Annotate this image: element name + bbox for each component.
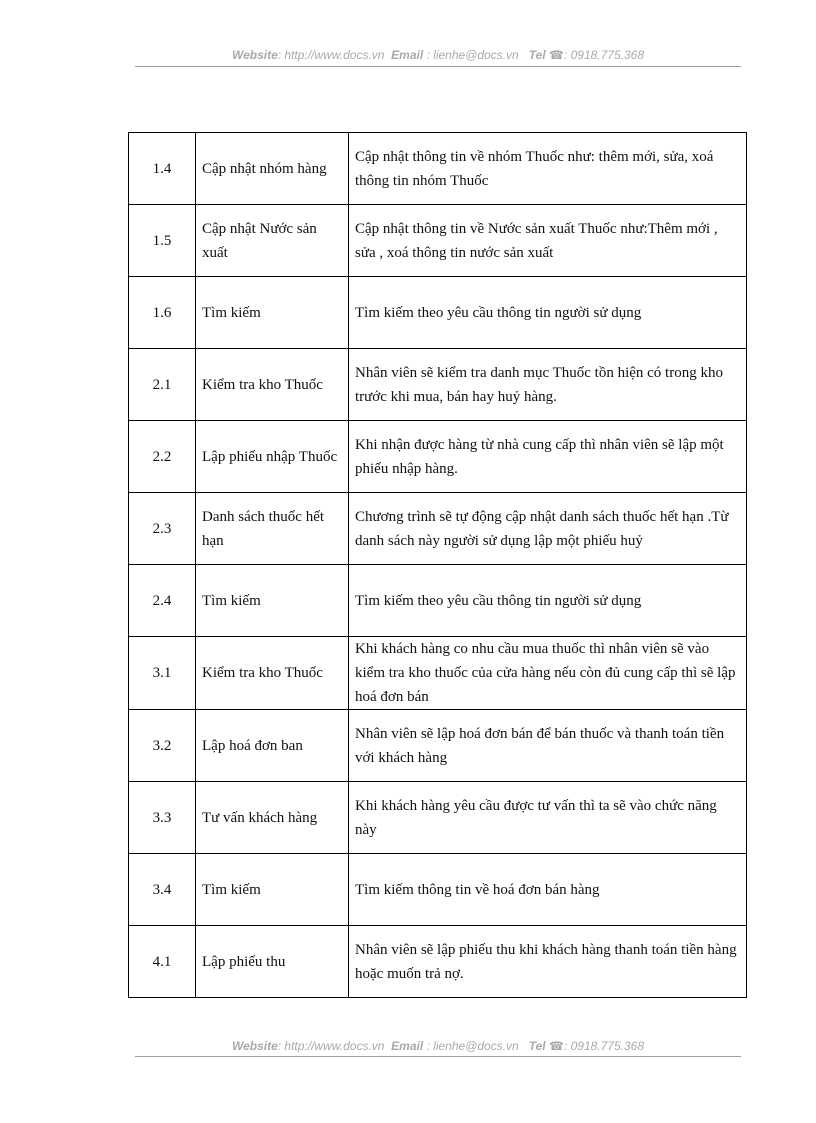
function-id: 2.3 bbox=[129, 493, 196, 565]
function-description: Khi khách hàng co nhu cầu mua thuốc thì nhân viên sẽ vào kiểm tra kho thuốc của cửa hàng nếu còn đủ cung cấp thì sẽ lập hoá đơn bán bbox=[349, 637, 747, 710]
email-label: Email bbox=[391, 1039, 424, 1053]
tel-label: Tel bbox=[528, 48, 546, 62]
phone-icon: ☎ bbox=[549, 48, 564, 62]
function-description: Khi khách hàng yêu cầu được tư vấn thì ta sẽ vào chức năng này bbox=[349, 782, 747, 854]
function-description: Cập nhật thông tin về Nước sản xuất Thuốc như:Thêm mới , sửa , xoá thông tin nước sản xuất bbox=[349, 205, 747, 277]
website-label: Website bbox=[231, 48, 278, 62]
function-id: 3.4 bbox=[129, 854, 196, 926]
function-id: 2.1 bbox=[129, 349, 196, 421]
function-name: Kiểm tra kho Thuốc bbox=[196, 349, 349, 421]
table-row bbox=[129, 205, 747, 277]
function-description: Nhân viên sẽ kiểm tra danh mục Thuốc tồn hiện có trong kho trước khi mua, bán hay huỷ hàng. bbox=[349, 349, 747, 421]
function-table-body bbox=[129, 133, 747, 998]
email-value: : lienhe@docs.vn bbox=[423, 1039, 519, 1053]
table-row bbox=[129, 926, 747, 998]
function-id: 3.1 bbox=[129, 637, 196, 710]
function-name: Lập phiếu thu bbox=[196, 926, 349, 998]
function-name: Lập hoá đơn ban bbox=[196, 710, 349, 782]
table-row bbox=[129, 710, 747, 782]
tel-label: Tel bbox=[528, 1039, 546, 1053]
function-id: 4.1 bbox=[129, 926, 196, 998]
footer-divider bbox=[135, 1056, 741, 1057]
function-name: Cập nhật Nước sản xuất bbox=[196, 205, 349, 277]
table-row bbox=[129, 133, 747, 205]
function-id: 1.6 bbox=[129, 277, 196, 349]
function-description: Nhân viên sẽ lập hoá đơn bán để bán thuốc và thanh toán tiền với khách hàng bbox=[349, 710, 747, 782]
table-row bbox=[129, 782, 747, 854]
table-row bbox=[129, 637, 747, 710]
function-id: 3.3 bbox=[129, 782, 196, 854]
function-description: Cập nhật thông tin về nhóm Thuốc như: thêm mới, sửa, xoá thông tin nhóm Thuốc bbox=[349, 133, 747, 205]
function-description: Nhân viên sẽ lập phiếu thu khi khách hàng thanh toán tiền hàng hoặc muốn trả nợ. bbox=[349, 926, 747, 998]
function-description: Tìm kiếm theo yêu cầu thông tin người sử dụng bbox=[349, 565, 747, 637]
function-id: 2.4 bbox=[129, 565, 196, 637]
function-name: Tìm kiếm bbox=[196, 277, 349, 349]
function-name: Tìm kiếm bbox=[196, 854, 349, 926]
email-value: : lienhe@docs.vn bbox=[423, 48, 519, 62]
function-table bbox=[128, 132, 747, 998]
function-name: Cập nhật nhóm hàng bbox=[196, 133, 349, 205]
tel-value: : 0918.775.368 bbox=[563, 1039, 645, 1053]
table-row bbox=[129, 421, 747, 493]
page-footer bbox=[135, 1039, 741, 1053]
function-name: Danh sách thuốc hết hạn bbox=[196, 493, 349, 565]
function-description: Tìm kiếm theo yêu cầu thông tin người sử dụng bbox=[349, 277, 747, 349]
table-row bbox=[129, 277, 747, 349]
website-label: Website bbox=[231, 1039, 278, 1053]
function-id: 2.2 bbox=[129, 421, 196, 493]
tel-value: : 0918.775.368 bbox=[563, 48, 645, 62]
function-name: Lập phiếu nhập Thuốc bbox=[196, 421, 349, 493]
phone-icon: ☎ bbox=[549, 1039, 564, 1053]
website-value: : http://www.docs.vn bbox=[277, 48, 385, 62]
header-divider bbox=[135, 66, 741, 67]
function-description: Chương trình sẽ tự động cập nhật danh sách thuốc hết hạn .Từ danh sách này người sử dụng lập một phiếu huỷ bbox=[349, 493, 747, 565]
table-row bbox=[129, 565, 747, 637]
function-description: Khi nhận được hàng từ nhà cung cấp thì nhân viên sẽ lập một phiếu nhập hàng. bbox=[349, 421, 747, 493]
table-row bbox=[129, 493, 747, 565]
function-name: Tìm kiếm bbox=[196, 565, 349, 637]
function-id: 1.4 bbox=[129, 133, 196, 205]
email-label: Email bbox=[391, 48, 424, 62]
page-header bbox=[135, 48, 741, 62]
function-id: 3.2 bbox=[129, 710, 196, 782]
function-name: Tư vấn khách hàng bbox=[196, 782, 349, 854]
table-row bbox=[129, 349, 747, 421]
function-id: 1.5 bbox=[129, 205, 196, 277]
function-name: Kiểm tra kho Thuốc bbox=[196, 637, 349, 710]
table-row bbox=[129, 854, 747, 926]
function-description: Tìm kiếm thông tin về hoá đơn bán hàng bbox=[349, 854, 747, 926]
website-value: : http://www.docs.vn bbox=[277, 1039, 385, 1053]
